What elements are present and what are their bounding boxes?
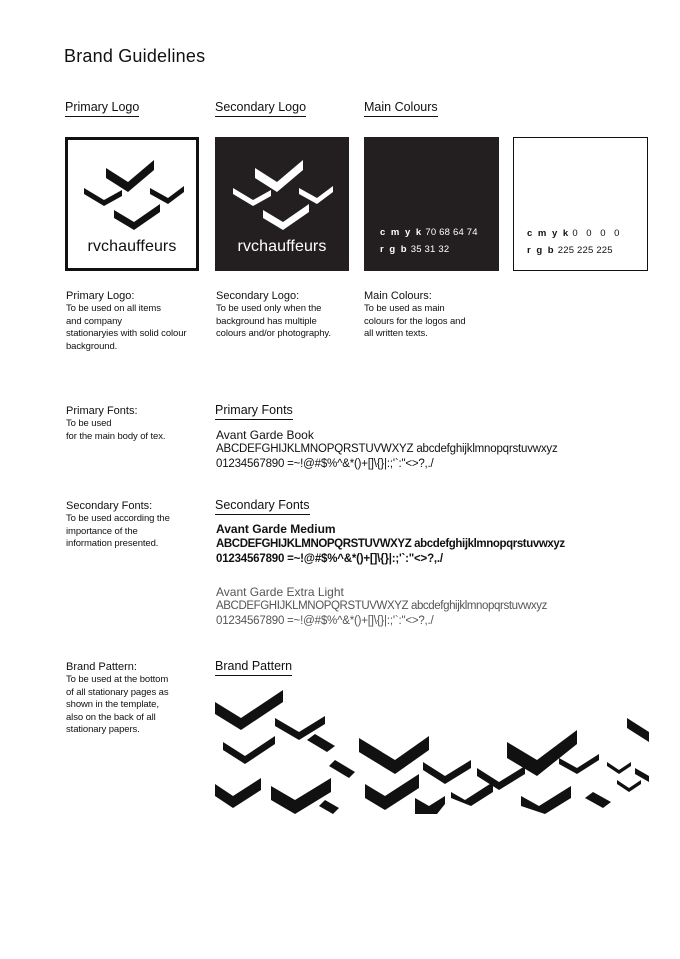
brand-pattern-graphic [215,688,649,814]
primary-fonts-note: Primary Fonts: To be used for the main body of tex. [66,405,166,442]
cmyk-readout: c m y k 0 0 0 0 [527,228,623,239]
font-numerals-medium: 01234567890 =~!@#$%^&*()+[]\{}|:;'`:"<>?,./ [216,553,443,565]
font-numerals-book: 01234567890 =~!@#$%^&*()+[]\{}|:;'`:"<>?,./ [216,458,434,470]
logo-wordmark: rvchauffeurs [237,238,327,255]
secondary-fonts-heading: Secondary Fonts [215,498,310,515]
secondary-fonts-note: Secondary Fonts: To be used according the importance of the information presented. [66,500,170,549]
font-alphabet-medium: ABCDEFGHIJKLMNOPQRSTUVWXYZ abcdefghijklmnopqrstuvwxyz [216,538,565,550]
font-alphabet-extralight: ABCDEFGHIJKLMNOPQRSTUVWXYZ abcdefghijklmnopqrstuvwxyz [216,600,547,612]
colour-swatch-light [513,137,648,271]
primary-logo-note: Primary Logo: To be used on all items and company stationaryies with solid colour background. [66,290,187,352]
rgb-readout: r g b 225 225 225 [527,245,613,256]
font-numerals-extralight: 01234567890 =~!@#$%^&*()+[]\{}|:;'`:"<>?,./ [216,615,434,627]
secondary-logo-heading: Secondary Logo [215,100,306,117]
colour-swatch-dark [364,137,499,271]
brand-pattern-note: Brand Pattern: To be used at the bottom of all stationary pages as shown in the template, also on the back of all stationary papers. [66,661,169,735]
secondary-logo [215,137,349,271]
font-alphabet-book: ABCDEFGHIJKLMNOPQRSTUVWXYZ abcdefghijklmnopqrstuvwxyz [216,443,558,455]
rgb-readout: r g b 35 31 32 [380,244,450,255]
font-name-medium: Avant Garde Medium [216,522,336,536]
primary-logo [65,137,199,271]
main-colours-note: Main Colours: To be used as main colours for the logos and all written texts. [364,290,466,339]
cmyk-readout: c m y k 70 68 64 74 [380,227,478,238]
logo-chevron-icon [80,154,190,234]
font-name-book: Avant Garde Book [216,428,314,442]
logo-wordmark: rvchauffeurs [87,238,177,255]
page-title: Brand Guidelines [64,46,206,66]
primary-logo-heading: Primary Logo [65,100,139,117]
main-colours-heading: Main Colours [364,100,438,117]
primary-fonts-heading: Primary Fonts [215,403,293,420]
secondary-logo-note: Secondary Logo: To be used only when the background has multiple colours and/or photography. [216,290,331,339]
brand-pattern-heading: Brand Pattern [215,659,292,676]
logo-chevron-icon [229,154,339,234]
font-name-extralight: Avant Garde Extra Light [216,585,344,599]
